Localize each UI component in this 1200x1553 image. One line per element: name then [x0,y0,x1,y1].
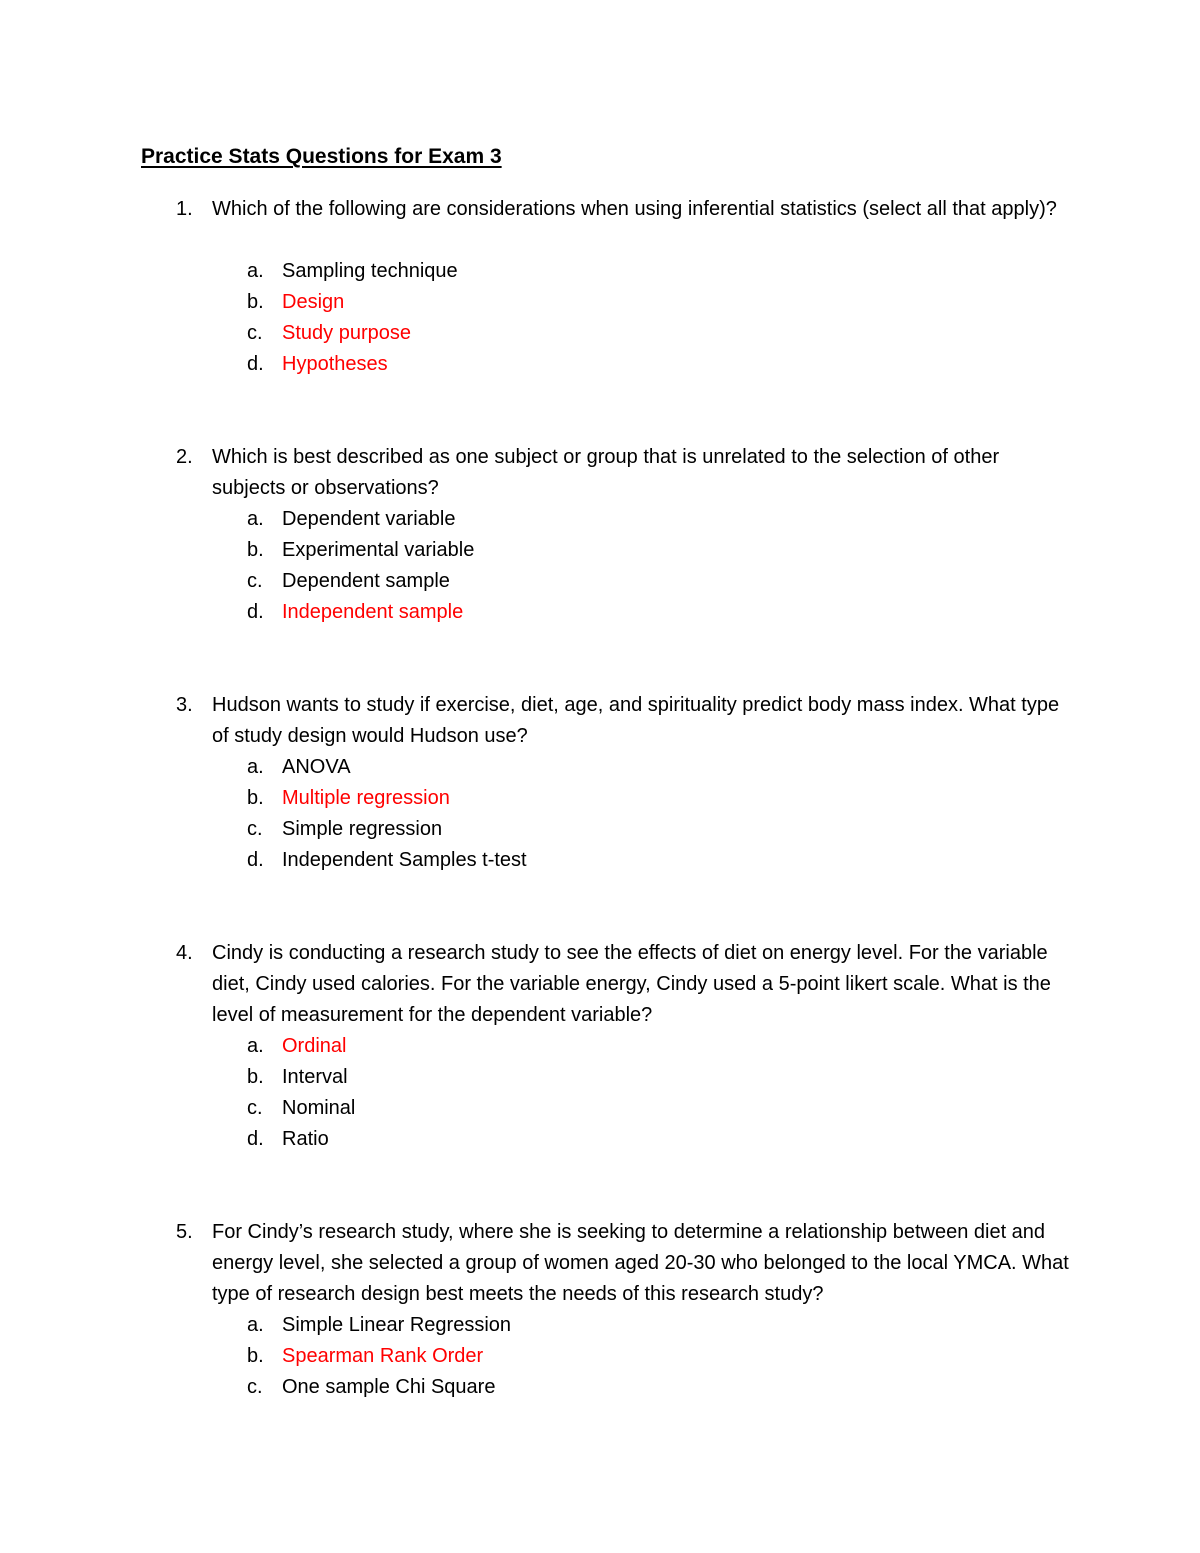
option-text: Hypotheses [282,353,388,375]
option-text: One sample Chi Square [282,1376,496,1398]
option-text: Simple Linear Regression [282,1314,512,1336]
option-letter: b. [247,291,264,313]
question-text: Which of the following are considerations when using inferential statistics (select all that apply)? [212,198,1057,220]
option-letter: c. [247,1376,263,1398]
option-text: Dependent variable [282,508,456,530]
option-text: Independent sample [282,601,464,623]
option-text: Spearman Rank Order [282,1345,484,1367]
page-title: Practice Stats Questions for Exam 3 [141,145,502,168]
option-letter: d. [247,849,264,871]
question-text: Which is best described as one subject or group that is unrelated to the selection of other subjects or observations? [212,446,1000,499]
option-letter: b. [247,539,264,561]
option-text: Ordinal [282,1035,347,1057]
option-text: Independent Samples t-test [282,849,527,871]
option-letter: b. [247,787,264,809]
question-number: 1. [176,198,193,220]
option-text: Experimental variable [282,539,475,561]
option-letter: d. [247,1128,264,1150]
option-text: Study purpose [282,322,411,344]
option-text: Simple regression [282,818,443,840]
option-text: Sampling technique [282,260,458,282]
question-number: 4. [176,942,193,964]
option-text: Nominal [282,1097,356,1119]
option-letter: a. [247,260,264,282]
option-letter: d. [247,353,264,375]
option-letter: d. [247,601,264,623]
option-text: Interval [282,1066,348,1088]
option-letter: c. [247,1097,263,1119]
option-letter: a. [247,508,264,530]
option-letter: b. [247,1066,264,1088]
question-text: Cindy is conducting a research study to see the effects of diet on energy level. For the variable diet, Cindy used calories. For the variable energy, Cindy used a 5-point likert scale. What is the level of measurement for the dependent variable? [212,942,1051,1026]
question-text: Hudson wants to study if exercise, diet, age, and spirituality predict body mass index. What type of study design would Hudson use? [212,694,1060,747]
option-letter: c. [247,570,263,592]
question-number: 2. [176,446,193,468]
question-number: 3. [176,694,193,716]
option-text: Ratio [282,1128,329,1150]
option-letter: a. [247,756,264,778]
option-text: Dependent sample [282,570,450,592]
option-letter: a. [247,1035,264,1057]
option-text: ANOVA [282,756,351,778]
option-text: Design [282,291,345,313]
option-letter: c. [247,322,263,344]
option-letter: b. [247,1345,264,1367]
option-text: Multiple regression [282,787,450,809]
question-text: For Cindy’s research study, where she is seeking to determine a relationship between diet and energy level, she selected a group of women aged 20-30 who belonged to the local YMCA. What type of research design best meets the needs of this research study? [212,1221,1069,1305]
option-letter: c. [247,818,263,840]
question-number: 5. [176,1221,193,1243]
option-letter: a. [247,1314,264,1336]
